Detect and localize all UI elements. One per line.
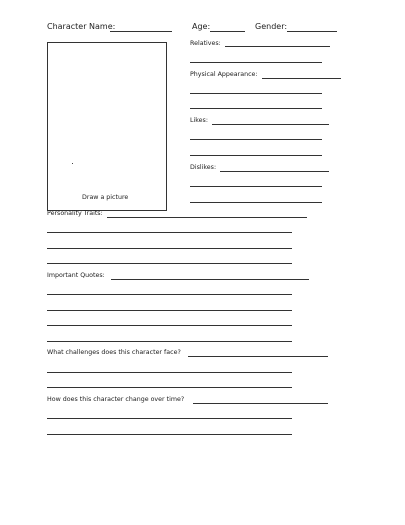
character-name-label: Character Name: bbox=[47, 22, 116, 31]
relatives-line-1[interactable] bbox=[225, 46, 330, 47]
physical-appearance-line-3[interactable] bbox=[190, 108, 322, 109]
age-field[interactable] bbox=[210, 31, 245, 32]
personality-traits-line-4[interactable] bbox=[47, 263, 292, 264]
important-quotes-label: Important Quotes: bbox=[47, 272, 105, 279]
likes-line-2[interactable] bbox=[190, 139, 322, 140]
personality-traits-line-1[interactable] bbox=[107, 217, 307, 218]
personality-traits-line-2[interactable] bbox=[47, 232, 292, 233]
important-quotes-line-3[interactable] bbox=[47, 310, 292, 311]
dislikes-line-3[interactable] bbox=[190, 202, 322, 203]
relatives-line-2[interactable] bbox=[190, 62, 322, 63]
important-quotes-line-1[interactable] bbox=[111, 279, 309, 280]
character-name-field[interactable] bbox=[110, 31, 172, 32]
physical-appearance-label: Physical Appearance: bbox=[190, 71, 258, 78]
physical-appearance-line-2[interactable] bbox=[190, 93, 322, 94]
physical-appearance-line-1[interactable] bbox=[262, 78, 341, 79]
change-label: How does this character change over time? bbox=[47, 396, 185, 403]
change-line-1[interactable] bbox=[193, 403, 328, 404]
important-quotes-line-2[interactable] bbox=[47, 294, 292, 295]
gender-label: Gender: bbox=[255, 22, 288, 31]
age-label: Age: bbox=[192, 22, 211, 31]
likes-line-3[interactable] bbox=[190, 155, 322, 156]
picture-caption: Draw a picture bbox=[82, 194, 129, 201]
important-quotes-line-5[interactable] bbox=[47, 341, 292, 342]
dislikes-line-1[interactable] bbox=[220, 171, 329, 172]
challenges-label: What challenges does this character face? bbox=[47, 349, 181, 356]
challenges-line-2[interactable] bbox=[47, 372, 292, 373]
relatives-label: Relatives: bbox=[190, 40, 221, 47]
challenges-line-1[interactable] bbox=[188, 356, 328, 357]
change-line-2[interactable] bbox=[47, 418, 292, 419]
challenges-line-3[interactable] bbox=[47, 387, 292, 388]
dislikes-line-2[interactable] bbox=[190, 186, 322, 187]
picture-box[interactable] bbox=[47, 42, 167, 211]
stray-mark bbox=[72, 163, 73, 164]
change-line-3[interactable] bbox=[47, 434, 292, 435]
dislikes-label: Dislikes: bbox=[190, 164, 217, 171]
personality-traits-line-3[interactable] bbox=[47, 248, 292, 249]
gender-field[interactable] bbox=[287, 31, 337, 32]
likes-line-1[interactable] bbox=[212, 124, 329, 125]
personality-traits-label: Personality Traits: bbox=[47, 210, 103, 217]
important-quotes-line-4[interactable] bbox=[47, 325, 292, 326]
likes-label: Likes: bbox=[190, 117, 208, 124]
